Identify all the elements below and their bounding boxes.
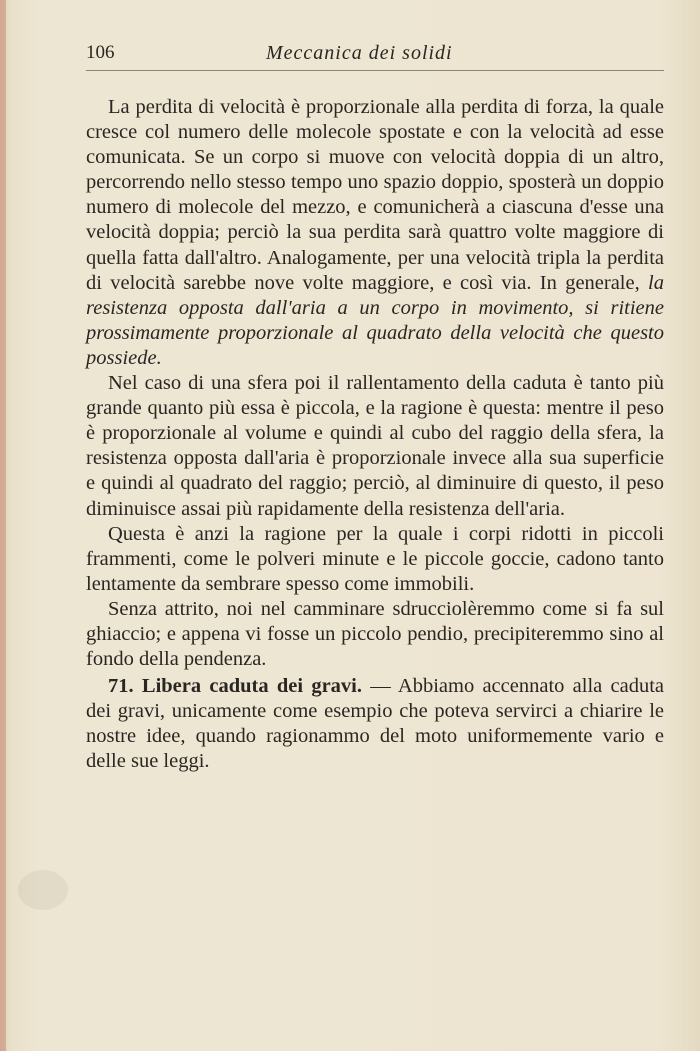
italic-law-statement: la resistenza opposta dall'aria a un corpo in movimento, si ritiene prossimamente proporzionale al quadrato della velocità che questo possiede. — [86, 271, 664, 369]
page-header — [86, 40, 664, 71]
paragraph-fragments — [86, 522, 664, 597]
section-title: Libera caduta dei gravi. — [141, 675, 362, 698]
body-text — [86, 95, 664, 775]
paragraph-text: Questa è anzi la ragione per la quale i corpi ridotti in piccoli frammenti, come le polveri minute e le piccole goccie, cadono tanto lentamente da sembrare spesso come immobili. — [86, 522, 664, 595]
running-title: Meccanica dei solidi — [266, 42, 453, 64]
paragraph-sphere — [86, 371, 664, 522]
paragraph-friction — [86, 597, 664, 672]
paragraph-text: — Abbiamo accennato alla caduta dei gravi, unicamente come esempio che poteva servirci a chiarire le nostre idee, quando ragionammo del moto uniformemente vario e delle sue leggi. — [86, 675, 665, 773]
page-edge — [0, 0, 6, 1051]
page-smudge — [18, 870, 68, 910]
section-free-fall — [86, 674, 664, 774]
section-number: 71. — [108, 675, 134, 698]
page-number: 106 — [86, 42, 115, 63]
paragraph-air-resistance — [86, 95, 664, 371]
paragraph-text: La perdita di velocità è proporzionale alla perdita di forza, la quale cresce col numero delle molecole spostate e con la velocità ad esse comunicata. Se un corpo si muove con velocità doppia di un altro, percorrendo nello stesso tempo uno spazio doppio, sposterà un doppio numero di molecole del mezzo, e comunicherà a ciascuna d'esse una velocità doppia; perciò la sua perdita sarà quattro volte maggiore di quella fatta dall'altro. Analogamente, per una velocità tripla la perdita di velocità sarebbe nove volte maggiore, e così via. In generale, — [86, 96, 664, 294]
paragraph-text: Senza attrito, noi nel camminare sdrucciolèremmo come si fa sul ghiaccio; e appena vi fosse un piccolo pendio, precipiteremmo sino al fondo della pendenza. — [86, 597, 664, 671]
paragraph-text: Nel caso di una sfera poi il rallentamento della caduta è tanto più grande quanto più essa è piccola, e la ragione è questa: mentre il peso è proporzionale al volume e quindi al cubo del raggio della sfera, la resistenza opposta dall'aria è proporzionale invece alla sua superficie e quindi al quadrato del raggio; perciò, al diminuire di questo, il peso diminuisce assai più rapidamente della resistenza dell'aria. — [86, 372, 664, 520]
